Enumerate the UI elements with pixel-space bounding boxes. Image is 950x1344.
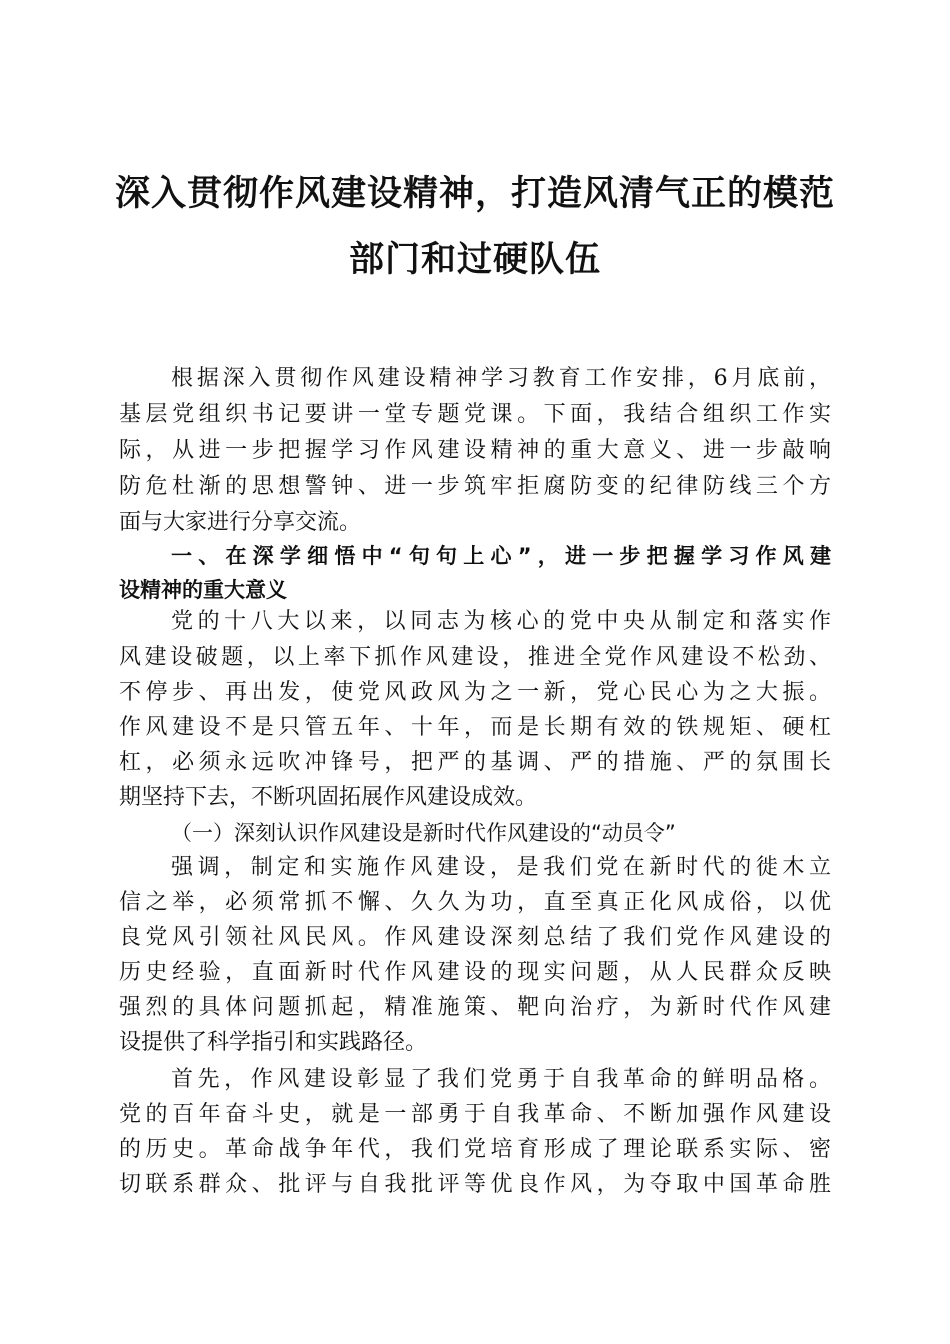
section-heading-line: 设精神的重大意义 bbox=[119, 578, 287, 602]
body-line: 首先，作风建设彰显了我们党勇于自我革命的鲜明品格。 bbox=[171, 1067, 831, 1092]
body-line: 作风建设不是只管五年、十年，而是长期有效的铁规矩、硬杠 bbox=[119, 715, 831, 740]
body-line: 根据深入贯彻作风建设精神学习教育工作安排，6月底前， bbox=[171, 366, 831, 391]
body-line: 基层党组织书记要讲一堂专题党课。下面，我结合组织工作实 bbox=[119, 402, 831, 427]
body-line: 防危杜渐的思想警钟、进一步筑牢拒腐防变的纪律防线三个方 bbox=[119, 474, 831, 499]
document-title-line-1: 深入贯彻作风建设精神，打造风清气正的模范 bbox=[114, 173, 835, 214]
body-line: 强调，制定和实施作风建设，是我们党在新时代的徙木立 bbox=[171, 855, 831, 880]
body-line: 党的百年奋斗史，就是一部勇于自我革命、不断加强作风建设 bbox=[119, 1102, 831, 1127]
body-line: 面与大家进行分享交流。 bbox=[119, 510, 362, 535]
body-line: 际，从进一步把握学习作风建设精神的重大意义、进一步敲响 bbox=[119, 438, 831, 463]
subsection-heading: （一）深刻认识作风建设是新时代作风建设的“动员令” bbox=[171, 821, 676, 845]
body-line: 杠，必须永远吹冲锋号，把严的基调、严的措施、严的氛围长 bbox=[119, 750, 831, 775]
body-line: 党的十八大以来，以同志为核心的党中央从制定和落实作 bbox=[171, 609, 831, 634]
body-line: 良党风引领社风民风。作风建设深刻总结了我们党作风建设的 bbox=[119, 925, 831, 950]
body-line: 信之举，必须常抓不懈、久久为功，直至真正化风成俗，以优 bbox=[119, 890, 831, 915]
body-line: 历史经验，直面新时代作风建设的现实问题，从人民群众反映 bbox=[119, 960, 831, 985]
body-line: 切联系群众、批评与自我批评等优良作风，为夺取中国革命胜 bbox=[119, 1172, 831, 1197]
body-line: 风建设破题，以上率下抓作风建设，推进全党作风建设不松劲、 bbox=[119, 645, 831, 670]
body-line: 强烈的具体问题抓起，精准施策、靶向治疗，为新时代作风建 bbox=[119, 995, 831, 1020]
document-title-line-2: 部门和过硬队伍 bbox=[348, 239, 601, 280]
section-heading-line: 一、在深学细悟中“句句上心”，进一步把握学习作风建 bbox=[171, 544, 831, 568]
body-line: 不停步、再出发，使党风政风为之一新，党心民心为之大振。 bbox=[119, 680, 831, 705]
body-line: 的历史。革命战争年代，我们党培育形成了理论联系实际、密 bbox=[119, 1137, 831, 1162]
body-line: 期坚持下去，不断巩固拓展作风建设成效。 bbox=[119, 785, 538, 810]
body-line: 设提供了科学指引和实践路径。 bbox=[119, 1030, 428, 1055]
